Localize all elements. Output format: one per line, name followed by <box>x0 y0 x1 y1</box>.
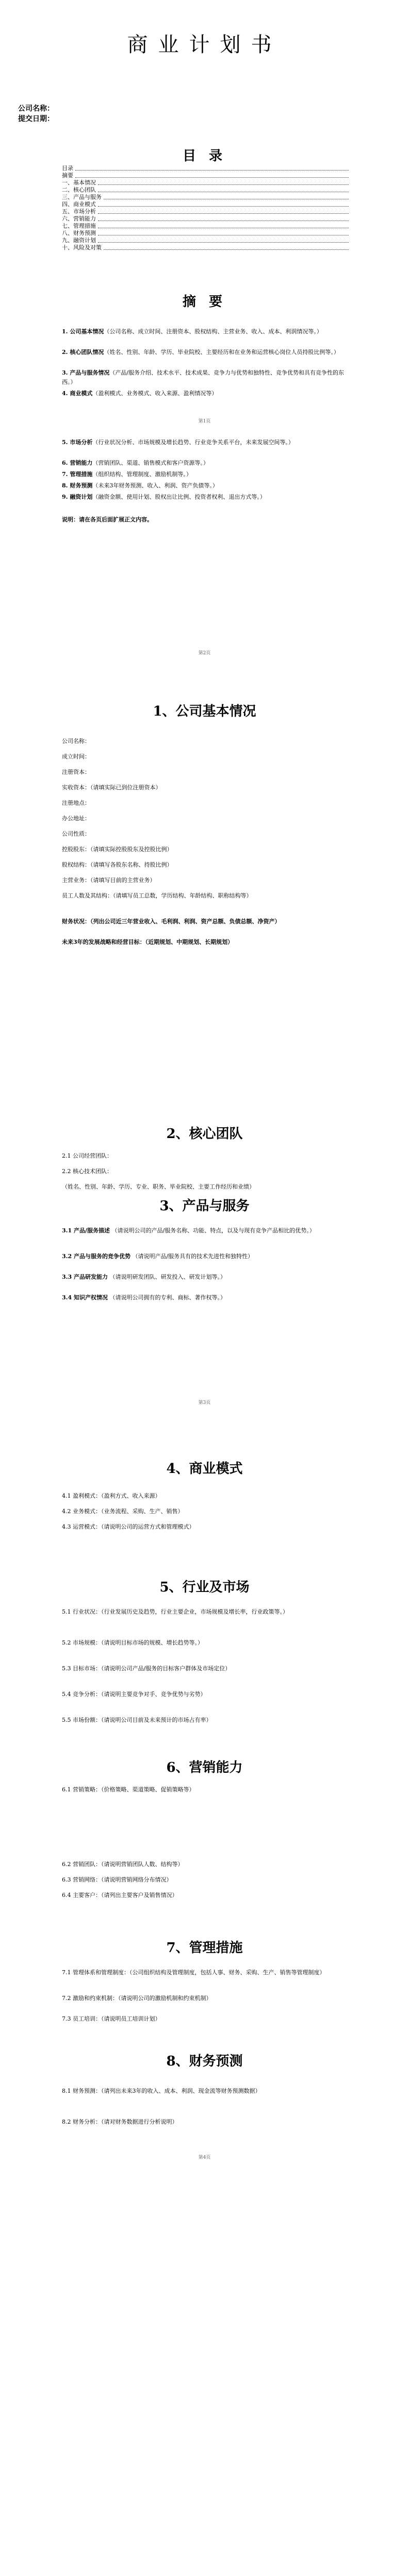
summary-item: 2. 核心团队情况（姓名、性别、年龄、学历、毕业院校、主要经历和在业务和运营核心岗位人员持股比例等。） <box>62 349 339 355</box>
field-line: 公司性质： <box>62 831 90 837</box>
section-heading: 1、公司基本情况 <box>153 704 256 719</box>
section-heading: 7、管理措施 <box>166 1940 243 1956</box>
summary-item: 5. 市场分析（行业状况分析、市场规模及增长趋势、行业竞争关系平台，未来发展空间等。） <box>62 439 294 446</box>
page-number: 第3页 <box>198 1400 211 1405</box>
toc-item[interactable]: 三、产品与服务 <box>62 194 351 201</box>
section-heading: 2、核心团队 <box>166 1126 243 1142</box>
management-item: 7.3 员工培训：（请说明员工培训计划） <box>62 2015 161 2022</box>
management-item: 7.2 激励和约束机制：（请说明公司的激励机制和约束机制） <box>62 1995 212 2002</box>
field-line: 员工人数及其结构：（请填写员工总数，学历结构、年龄结构、职称结构等） <box>62 892 252 899</box>
financial-item: 8.2 财务分析：（请对财务数据进行分析说明） <box>62 2119 178 2125</box>
toc-item[interactable]: 五、市场分析 <box>62 208 351 215</box>
section-financial <box>0 2050 409 2360</box>
field-line: 控股股东：（请填实际控股股东及控股比例） <box>62 846 173 853</box>
document-title: 商业计划书 <box>127 33 282 57</box>
cover-page <box>0 0 409 258</box>
company-name-label: 公司名称： <box>18 105 54 113</box>
section-heading: 6、营销能力 <box>166 1760 243 1775</box>
product-item: 3.1 产品/服务描述 （请说明公司的产品/服务名称、功能、特点，以及与现有竞争产品相比的优势。） <box>62 1227 315 1234</box>
field-line: 主营业务：（请填写目前的主营业务） <box>62 877 156 884</box>
model-item: 4.1 盈利模式：（盈利方式、收入来源） <box>62 1493 161 1499</box>
marketing-item: 6.1 营销策略：（价格策略、渠道策略、促销策略等） <box>62 1786 195 1793</box>
summary-item: 7. 管理措施（组织结构、管理制度、激励机制等。） <box>62 471 192 478</box>
market-item: 5.3 目标市场：（请说明公司产品/服务的目标客户群体及市场定位） <box>62 1665 231 1672</box>
product-item: 3.3 产品研发能力 （请说明研发团队、研发投入、研发计划等。） <box>62 1274 226 1280</box>
field-line: 股权结构：（请填写各股东名称、持股比例） <box>62 861 173 868</box>
section-business-model <box>0 1458 409 1561</box>
field-line: 公司名称： <box>62 738 90 744</box>
team-line: （姓名、性别、年龄、学历、专业、职务、毕业院校、主要工作经历和业绩） <box>62 1183 255 1190</box>
toc-item[interactable]: 一、基本情况 <box>62 179 351 187</box>
toc-item[interactable]: 九、融资计划 <box>62 237 351 244</box>
summary-heading: 摘 要 <box>182 294 227 310</box>
market-item: 5.4 竞争分析：（请说明主要竞争对手、竞争优势与劣势） <box>62 1691 206 1698</box>
page-number: 第1页 <box>198 419 211 424</box>
marketing-item: 6.3 营销网络：（请说明营销网络分布情况） <box>62 1876 172 1883</box>
section-heading: 3、产品与服务 <box>159 1198 250 1214</box>
future-plan-label: 未来3年的发展战略和经营目标：（近期规划、中期规划、长期规划） <box>62 939 234 945</box>
toc-item[interactable]: 目录 <box>62 165 351 172</box>
submit-date-label: 提交日期： <box>18 115 54 123</box>
market-item: 5.1 行业状况：（行业发展历史及趋势，行业主要企业，市场规模及增长率，行业政策等。） <box>62 1608 288 1615</box>
team-line: 2.1 公司经营团队： <box>62 1153 112 1159</box>
summary-item: 4. 商业模式（盈利模式、业务模式、收入来源、盈利情况等） <box>62 390 218 397</box>
section-heading: 5、行业及市场 <box>159 1580 250 1595</box>
section-heading: 4、商业模式 <box>166 1461 243 1477</box>
toc-item[interactable]: 二、核心团队 <box>62 187 351 194</box>
summary-page <box>0 278 409 670</box>
product-item: 3.4 知识产权情况 （请说明公司拥有的专利、商标、著作权等。） <box>62 1294 226 1301</box>
section-marketing <box>0 1757 409 1953</box>
field-line: 注册资本： <box>62 769 90 775</box>
marketing-item: 6.4 主要客户：（请列出主要客户及销售情况） <box>62 1892 178 1899</box>
market-item: 5.2 市场规模：（请说明目标市场的规模、增长趋势等。） <box>62 1639 203 1646</box>
model-item: 4.2 业务模式：（业务流程、采购、生产、销售） <box>62 1508 184 1515</box>
field-line: 办公地址： <box>62 815 90 822</box>
summary-item: 3. 产品与服务情况（产品/服务介绍、技术水平、技术成果、竞争力与优势和独特性、竞争优势和具有竞争性的东西。） <box>62 369 345 385</box>
market-item: 5.5 市场份额：（请说明公司目前及未来预计的市场占有率） <box>62 1717 212 1723</box>
field-line: 注册地点： <box>62 800 90 806</box>
product-item: 3.2 产品与服务的竞争优势 （请说明产品/服务具有的技术先进性和独特性） <box>62 1253 254 1260</box>
section-basic-info <box>0 670 409 1103</box>
toc-item[interactable]: 七、管理措施 <box>62 223 351 230</box>
marketing-item: 6.2 营销团队：（请说明营销团队人数、结构等） <box>62 1861 184 1868</box>
financial-item: 8.1 财务预测：（请列出未来3年的收入、成本、利润、现金流等财务预测数据） <box>62 2088 261 2094</box>
field-line: 实收资本：（请填实际已到位注册资本） <box>62 784 161 791</box>
section-products <box>0 1195 409 1432</box>
model-item: 4.3 运营模式：（请说明公司的运营方式和管理模式） <box>62 1523 195 1530</box>
finance-label: 财务状况：（列出公司近三年营业收入、毛利润、利润、资产总额、负债总额、净资产） <box>62 918 281 925</box>
toc-item[interactable]: 八、财务预测 <box>62 230 351 237</box>
team-line: 2.2 核心技术团队： <box>62 1168 112 1175</box>
field-line: 成立时间： <box>62 753 90 760</box>
summary-item: 1. 公司基本情况（公司名称、成立时间、注册资本、股权结构、主营业务、收入、成本、利润情况等。） <box>62 328 322 335</box>
section-heading: 8、财务预测 <box>166 2054 243 2069</box>
page-number: 第2页 <box>198 651 211 656</box>
toc-item[interactable]: 十、风险及对策 <box>62 244 351 251</box>
toc-heading: 目 录 <box>182 148 227 164</box>
summary-note: 说明：请在各页后面扩展正文内容。 <box>62 516 153 523</box>
toc-item[interactable]: 摘要 <box>62 172 351 179</box>
toc-item[interactable]: 六、营销能力 <box>62 215 351 223</box>
summary-item: 8. 财务预测（未来3年财务预测、收入、利润、资产负债等。） <box>62 482 218 489</box>
summary-item: 6. 营销能力（营销团队、渠道、销售模式和客户资源等。） <box>62 460 209 466</box>
management-item: 7.1 管理体系和管理制度：（公司组织结构及管理制度，包括人事、财务、采购、生产、销售等管理制度） <box>62 1969 325 1976</box>
toc-item[interactable]: 四、商业模式 <box>62 201 351 208</box>
summary-item: 9. 融资计划（融资金额、使用计划、股权出让比例、投资者权利、退出方式等。） <box>62 494 266 500</box>
page-number: 第4页 <box>198 2155 211 2160</box>
